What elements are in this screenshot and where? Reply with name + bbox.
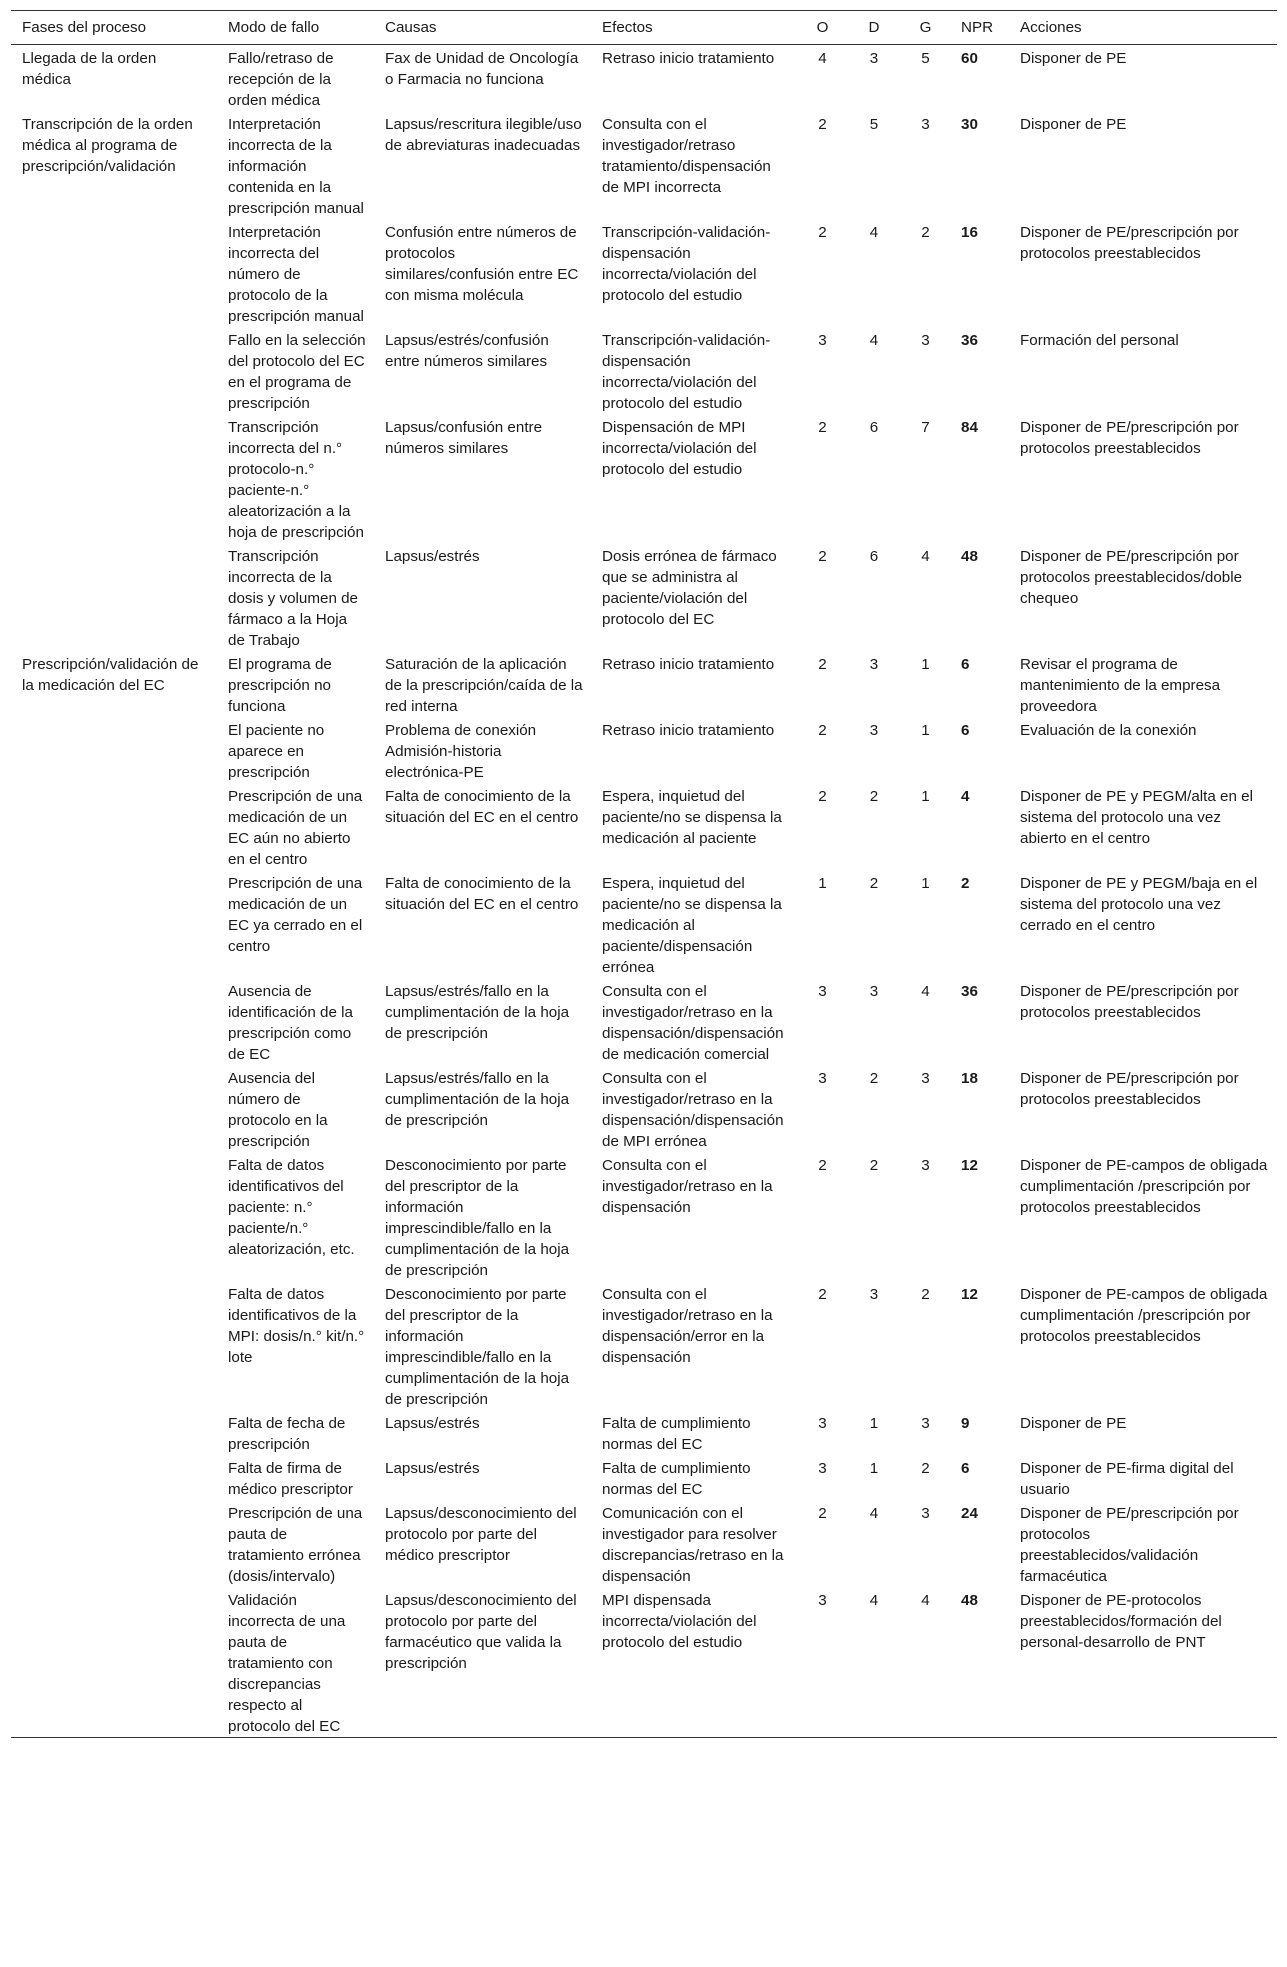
d-value-cell: 3 — [869, 656, 879, 673]
action-cell: Disponer de PE/prescripción por protocolos preestablecidos/validación farmacéutica — [1020, 1505, 1239, 1585]
table-row — [11, 1455, 1277, 1500]
o-value-cell: 4 — [818, 50, 827, 67]
action-cell: Disponer de PE-protocolos preestablecidos/formación del personal-desarrollo de PNT — [1009, 1587, 1277, 1738]
cause-cell: Confusión entre números de protocolos similares/confusión entre EC con misma molécula — [385, 224, 579, 304]
cause-cell: Desconocimiento por parte del prescriptor de la información imprescindible/fallo en la cumplimentación de la hoja de prescripción — [385, 1286, 570, 1408]
table-row — [11, 111, 1277, 219]
d-value-cell: 4 — [869, 332, 879, 349]
cause-cell: Saturación de la aplicación de la prescripción/caída de la red interna — [385, 656, 583, 715]
g-value-cell: 3 — [921, 1157, 930, 1174]
d-value-cell: 1 — [869, 1415, 879, 1432]
phase-cell — [11, 327, 217, 414]
g-value-cell: 4 — [921, 983, 930, 1000]
action-cell: Disponer de PE-campos de obligada cumplimentación /prescripción por protocolos preestablecidos — [1020, 1157, 1268, 1216]
npr-value-cell: 12 — [961, 1286, 978, 1303]
table-row — [11, 1500, 1277, 1587]
g-value-cell: 1 — [921, 788, 930, 805]
g-value-cell: 2 — [921, 224, 930, 241]
effect-cell: Falta de cumplimiento normas del EC — [602, 1415, 751, 1453]
action-cell: Disponer de PE/prescripción por protocolos preestablecidos — [1020, 419, 1239, 457]
cause-cell: Lapsus/estrés — [385, 1460, 480, 1477]
npr-value-cell: 30 — [961, 116, 978, 133]
failure-mode-cell: Falta de datos identificativos del paciente: n.° paciente/n.° aleatorización, etc. — [228, 1157, 355, 1258]
d-value-cell: 2 — [869, 875, 879, 892]
d-value-cell: 6 — [869, 548, 879, 565]
g-value-cell: 1 — [921, 722, 930, 739]
o-value-cell: 2 — [818, 1505, 827, 1522]
effect-cell: Retraso inicio tratamiento — [602, 50, 775, 67]
failure-mode-cell: El paciente no aparece en prescripción — [228, 722, 325, 781]
o-value-cell: 3 — [818, 332, 827, 349]
o-value-cell: 2 — [818, 788, 827, 805]
effect-cell: Consulta con el investigador/retraso en la dispensación — [602, 1157, 773, 1216]
table-row — [11, 783, 1277, 870]
g-value-cell: 3 — [921, 116, 930, 133]
failure-mode-cell: Prescripción de una pauta de tratamiento errónea (dosis/intervalo) — [228, 1505, 363, 1585]
table-row — [11, 1410, 1277, 1455]
npr-value-cell: 6 — [961, 722, 970, 739]
table-row — [11, 1587, 1277, 1738]
failure-mode-cell: El programa de prescripción no funciona — [228, 656, 332, 715]
failure-mode-cell: Interpretación incorrecta de la información contenida en la prescripción manual — [228, 116, 364, 217]
header-causas: Causas — [374, 11, 591, 45]
npr-value-cell: 16 — [961, 224, 978, 241]
action-cell: Disponer de PE y PEGM/alta en el sistema del protocolo una vez abierto en el centro — [1020, 788, 1253, 847]
cause-cell: Lapsus/desconocimiento del protocolo por parte del farmacéutico que valida la prescripción — [374, 1587, 591, 1738]
phase-cell — [11, 1281, 217, 1410]
failure-mode-cell: Ausencia del número de protocolo en la prescripción — [228, 1070, 328, 1150]
table-row — [11, 45, 1277, 112]
header-row — [11, 11, 1277, 45]
header-o: O — [797, 11, 848, 45]
table-row — [11, 1065, 1277, 1152]
phase-cell: Transcripción de la orden médica al programa de prescripción/validación — [22, 116, 193, 175]
failure-mode-cell: Prescripción de una medicación de un EC ya cerrado en el centro — [228, 875, 363, 955]
action-cell: Formación del personal — [1020, 332, 1179, 349]
g-value-cell: 1 — [921, 656, 930, 673]
npr-value-cell: 24 — [961, 1505, 978, 1522]
effect-cell: Dispensación de MPI incorrecta/violación del protocolo del estudio — [602, 419, 757, 478]
phase-cell — [11, 1065, 217, 1152]
table-row — [11, 651, 1277, 717]
npr-value-cell: 48 — [951, 1587, 1009, 1738]
d-value-cell: 5 — [869, 116, 879, 133]
o-value-cell: 2 — [818, 224, 827, 241]
o-value-cell: 3 — [797, 1587, 848, 1738]
failure-mode-cell: Falta de fecha de prescripción — [228, 1415, 346, 1453]
table-header — [11, 11, 1277, 45]
effect-cell: Espera, inquietud del paciente/no se dispensa la medicación al paciente/dispensación errónea — [602, 875, 782, 976]
failure-mode-cell: Fallo/retraso de recepción de la orden médica — [228, 50, 334, 109]
o-value-cell: 2 — [818, 116, 827, 133]
failure-mode-cell: Interpretación incorrecta del número de protocolo de la prescripción manual — [228, 224, 364, 325]
phase-cell — [11, 219, 217, 327]
npr-value-cell: 18 — [961, 1070, 978, 1087]
effect-cell: MPI dispensada incorrecta/violación del protocolo del estudio — [591, 1587, 797, 1738]
effect-cell: Consulta con el investigador/retraso en la dispensación/dispensación de medicación comercial — [602, 983, 784, 1063]
action-cell: Disponer de PE/prescripción por protocolos preestablecidos — [1020, 1070, 1239, 1108]
d-value-cell: 4 — [869, 224, 879, 241]
npr-value-cell: 2 — [961, 875, 970, 892]
o-value-cell: 3 — [818, 1460, 827, 1477]
g-value-cell: 4 — [921, 548, 930, 565]
npr-value-cell: 60 — [961, 50, 978, 67]
phase-cell: Prescripción/validación de la medicación del EC — [22, 656, 199, 694]
g-value-cell: 3 — [921, 1415, 930, 1432]
table-body — [11, 45, 1277, 1738]
phase-cell — [11, 1152, 217, 1281]
g-value-cell: 3 — [921, 1505, 930, 1522]
table-row — [11, 543, 1277, 651]
d-value-cell: 6 — [869, 419, 879, 436]
header-acciones: Acciones — [1009, 11, 1277, 45]
effect-cell: Consulta con el investigador/retraso en la dispensación/error en la dispensación — [602, 1286, 773, 1366]
cause-cell: Lapsus/rescritura ilegible/uso de abreviaturas inadecuadas — [385, 116, 582, 154]
d-value-cell: 4 — [869, 1505, 879, 1522]
o-value-cell: 2 — [818, 722, 827, 739]
g-value-cell: 2 — [921, 1460, 930, 1477]
cause-cell: Desconocimiento por parte del prescriptor de la información imprescindible/fallo en la cumplimentación de la hoja de prescripción — [385, 1157, 570, 1279]
cause-cell: Falta de conocimiento de la situación del EC en el centro — [385, 875, 579, 913]
o-value-cell: 3 — [818, 1415, 827, 1432]
effect-cell: Retraso inicio tratamiento — [602, 656, 775, 673]
d-value-cell: 3 — [869, 983, 879, 1000]
failure-mode-cell: Transcripción incorrecta de la dosis y volumen de fármaco a la Hoja de Trabajo — [228, 548, 359, 649]
g-value-cell: 3 — [921, 1070, 930, 1087]
action-cell: Evaluación de la conexión — [1020, 722, 1197, 739]
phase-cell — [11, 978, 217, 1065]
table-row — [11, 1152, 1277, 1281]
o-value-cell: 2 — [818, 1286, 827, 1303]
npr-value-cell: 48 — [961, 548, 978, 565]
phase-cell — [11, 414, 217, 543]
effect-cell: Retraso inicio tratamiento — [602, 722, 775, 739]
table-row — [11, 717, 1277, 783]
header-d: D — [848, 11, 900, 45]
action-cell: Disponer de PE/prescripción por protocolos preestablecidos — [1020, 983, 1239, 1021]
table-row — [11, 219, 1277, 327]
action-cell: Disponer de PE/prescripción por protocolos preestablecidos — [1020, 224, 1239, 262]
cause-cell: Falta de conocimiento de la situación del EC en el centro — [385, 788, 579, 826]
effect-cell: Dosis errónea de fármaco que se administra al paciente/violación del protocolo del EC — [602, 548, 777, 628]
effect-cell: Espera, inquietud del paciente/no se dispensa la medicación al paciente — [602, 788, 782, 847]
npr-value-cell: 6 — [961, 656, 970, 673]
table-row — [11, 978, 1277, 1065]
fmea-table — [11, 10, 1277, 1738]
npr-value-cell: 36 — [961, 332, 978, 349]
o-value-cell: 2 — [818, 419, 827, 436]
table-row — [11, 870, 1277, 978]
action-cell: Disponer de PE/prescripción por protocolos preestablecidos/doble chequeo — [1020, 548, 1243, 607]
phase-cell — [11, 783, 217, 870]
d-value-cell: 4 — [848, 1587, 900, 1738]
header-fases: Fases del proceso — [11, 11, 217, 45]
g-value-cell: 2 — [921, 1286, 930, 1303]
cause-cell: Lapsus/estrés — [385, 548, 480, 565]
effect-cell: Consulta con el investigador/retraso en la dispensación/dispensación de MPI errónea — [602, 1070, 784, 1150]
d-value-cell: 2 — [869, 1157, 879, 1174]
d-value-cell: 3 — [869, 50, 879, 67]
table-row — [11, 1281, 1277, 1410]
cause-cell: Fax de Unidad de Oncología o Farmacia no funciona — [385, 50, 579, 88]
npr-value-cell: 9 — [961, 1415, 970, 1432]
phase-cell: Llegada de la orden médica — [22, 50, 157, 88]
effect-cell: Transcripción-validación-dispensación incorrecta/violación del protocolo del estudio — [602, 332, 771, 412]
cause-cell: Problema de conexión Admisión-historia electrónica-PE — [385, 722, 537, 781]
npr-value-cell: 84 — [961, 419, 978, 436]
npr-value-cell: 6 — [961, 1460, 970, 1477]
npr-value-cell: 12 — [961, 1157, 978, 1174]
g-value-cell: 3 — [921, 332, 930, 349]
header-modo: Modo de fallo — [217, 11, 374, 45]
d-value-cell: 1 — [869, 1460, 879, 1477]
g-value-cell: 4 — [900, 1587, 951, 1738]
failure-mode-cell: Ausencia de identificación de la prescripción como de EC — [228, 983, 353, 1063]
action-cell: Disponer de PE — [1020, 116, 1127, 133]
table-row — [11, 327, 1277, 414]
phase-cell — [11, 1455, 217, 1500]
cause-cell: Lapsus/estrés/fallo en la cumplimentación de la hoja de prescripción — [385, 1070, 570, 1129]
action-cell: Revisar el programa de mantenimiento de la empresa proveedora — [1020, 656, 1221, 715]
failure-mode-cell: Falta de datos identificativos de la MPI: dosis/n.° kit/n.° lote — [228, 1286, 365, 1366]
effect-cell: Falta de cumplimiento normas del EC — [602, 1460, 751, 1498]
g-value-cell: 1 — [921, 875, 930, 892]
header-efectos: Efectos — [591, 11, 797, 45]
failure-mode-cell: Falta de firma de médico prescriptor — [228, 1460, 353, 1498]
o-value-cell: 3 — [818, 983, 827, 1000]
failure-mode-cell: Prescripción de una medicación de un EC aún no abierto en el centro — [228, 788, 363, 868]
phase-cell — [11, 1587, 217, 1738]
o-value-cell: 2 — [818, 656, 827, 673]
cause-cell: Lapsus/estrés/confusión entre números similares — [385, 332, 549, 370]
phase-cell — [11, 1500, 217, 1587]
npr-value-cell: 4 — [961, 788, 970, 805]
o-value-cell: 2 — [818, 548, 827, 565]
d-value-cell: 3 — [869, 722, 879, 739]
effect-cell: Transcripción-validación-dispensación incorrecta/violación del protocolo del estudio — [602, 224, 771, 304]
o-value-cell: 3 — [818, 1070, 827, 1087]
cause-cell: Lapsus/confusión entre números similares — [385, 419, 543, 457]
cause-cell: Lapsus/estrés — [385, 1415, 480, 1432]
action-cell: Disponer de PE — [1020, 1415, 1127, 1432]
phase-cell — [11, 717, 217, 783]
phase-cell — [11, 870, 217, 978]
header-g: G — [900, 11, 951, 45]
effect-cell: Consulta con el investigador/retraso tratamiento/dispensación de MPI incorrecta — [602, 116, 771, 196]
cause-cell: Lapsus/desconocimiento del protocolo por parte del médico prescriptor — [385, 1505, 577, 1564]
table-row — [11, 414, 1277, 543]
failure-mode-cell: Validación incorrecta de una pauta de tratamiento con discrepancias respecto al protocolo del EC — [217, 1587, 374, 1738]
g-value-cell: 7 — [921, 419, 930, 436]
action-cell: Disponer de PE y PEGM/baja en el sistema del protocolo una vez cerrado en el centro — [1020, 875, 1258, 934]
d-value-cell: 2 — [869, 1070, 879, 1087]
o-value-cell: 1 — [818, 875, 827, 892]
failure-mode-cell: Transcripción incorrecta del n.° protocolo-n.° paciente-n.° aleatorización a la hoja de prescripción — [228, 419, 364, 541]
npr-value-cell: 36 — [961, 983, 978, 1000]
cause-cell: Lapsus/estrés/fallo en la cumplimentación de la hoja de prescripción — [385, 983, 570, 1042]
d-value-cell: 3 — [869, 1286, 879, 1303]
header-npr: NPR — [951, 11, 1009, 45]
effect-cell: Comunicación con el investigador para resolver discrepancias/retraso en la dispensación — [602, 1505, 784, 1585]
g-value-cell: 5 — [921, 50, 930, 67]
action-cell: Disponer de PE — [1020, 50, 1127, 67]
action-cell: Disponer de PE-campos de obligada cumplimentación /prescripción por protocolos preestablecidos — [1020, 1286, 1268, 1345]
action-cell: Disponer de PE-firma digital del usuario — [1020, 1460, 1234, 1498]
phase-cell — [11, 543, 217, 651]
d-value-cell: 2 — [869, 788, 879, 805]
o-value-cell: 2 — [818, 1157, 827, 1174]
failure-mode-cell: Fallo en la selección del protocolo del EC en el programa de prescripción — [228, 332, 366, 412]
phase-cell — [11, 1410, 217, 1455]
